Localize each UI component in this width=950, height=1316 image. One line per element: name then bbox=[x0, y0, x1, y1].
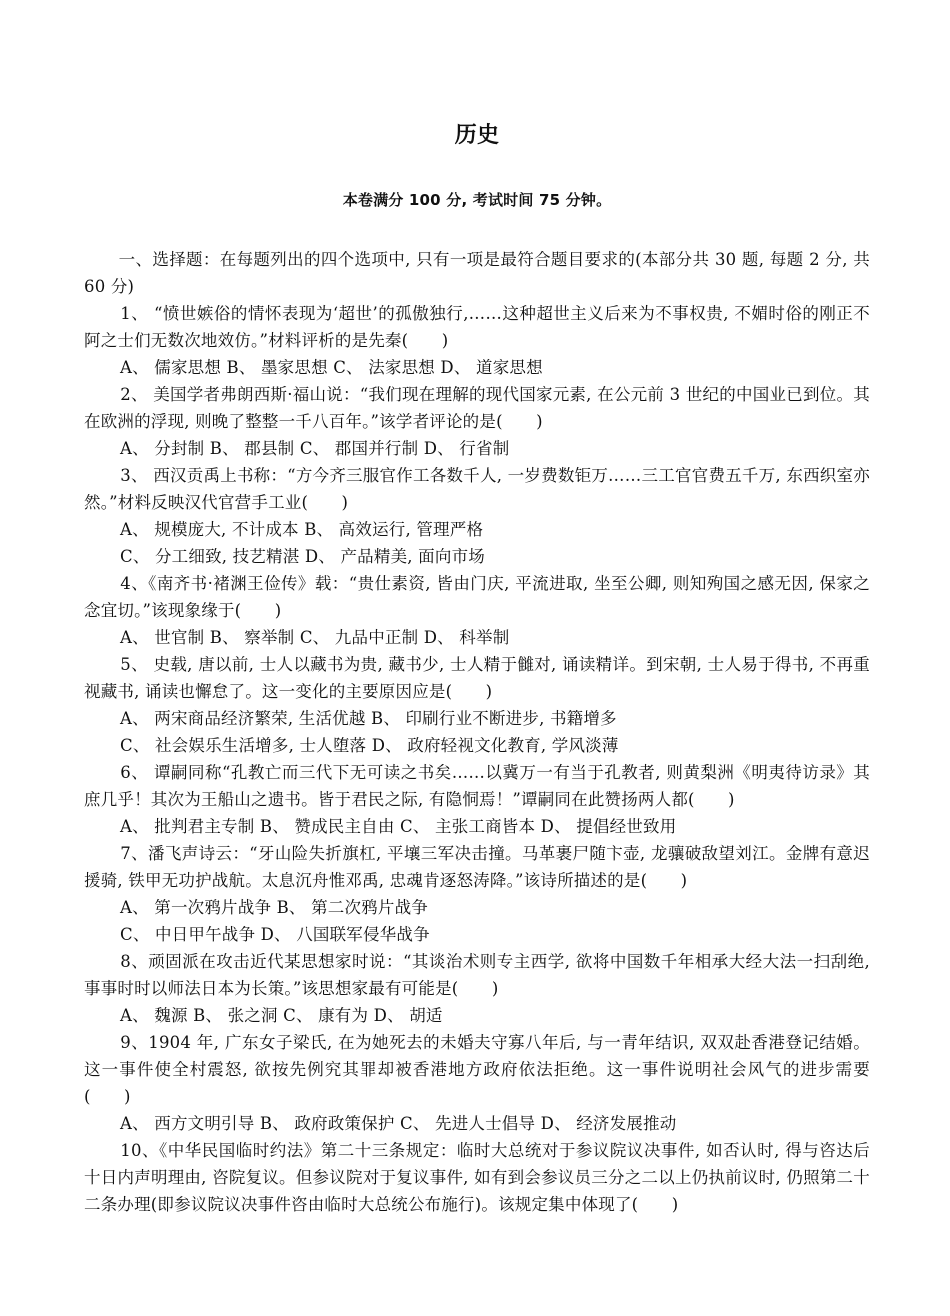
question-options: C、 社会娱乐生活增多, 士人堕落 D、 政府轻视文化教育, 学风淡薄 bbox=[120, 736, 619, 755]
question-stem: 9、1904 年, 广东女子梁氏, 在为她死去的未婚夫守寡八年后, 与一青年结识, 双双赴香港登记结婚。这一事件使全村震怒, 欲按先例究其罪却被香港地方政府依法拒绝。这一事件说明社会风气的进步需要( ) bbox=[84, 1033, 870, 1106]
question-options: A、 两宋商品经济繁荣, 生活优越 B、 印刷行业不断进步, 书籍增多 bbox=[120, 709, 617, 728]
question-stem: 2、 美国学者弗朗西斯·福山说：“我们现在理解的现代国家元素, 在公元前 3 世纪的中国业已到位。其在欧洲的浮现, 则晚了整整一千八百年。”该学者评论的是( ) bbox=[84, 385, 870, 431]
question-stem: 6、 谭嗣同称“孔教亡而三代下无可读之书矣……以冀万一有当于孔教者, 则黄梨洲《明夷待访录》其庶几乎！其次为王船山之遗书。皆于君民之际, 有隐恫焉！”谭嗣同在此赞扬两人都( ) bbox=[84, 763, 870, 809]
question-options: A、 分封制 B、 郡县制 C、 郡国并行制 D、 行省制 bbox=[120, 439, 510, 458]
question-options: C、 分工细致, 技艺精湛 D、 产品精美, 面向市场 bbox=[120, 547, 485, 566]
question-stem: 7、潘飞声诗云：“牙山险失折旗杠, 平壤三军决击撞。马革裹尸随卞壶, 龙骧破敌望刘江。金牌有意迟援骑, 铁甲无功护战航。太息沉舟惟邓禹, 忠魂肯逐怒涛降。”该诗所描述的是( ) bbox=[84, 844, 870, 890]
question-options: C、 中日甲午战争 D、 八国联军侵华战争 bbox=[120, 925, 430, 944]
question-section bbox=[84, 246, 870, 1218]
question-options: A、 儒家思想 B、 墨家思想 C、 法家思想 D、 道家思想 bbox=[120, 358, 543, 377]
question-stem: 10、《中华民国临时约法》第二十三条规定：临时大总统对于参议院议决事件, 如否认时, 得与咨达后十日内声明理由, 咨院复议。但参议院对于复议事件, 如有到会参议员三分之二以上仍执前议时, 仍照第二十二条办理(即参议院议决事件咨由临时大总统公布施行)。该规定集中体现了( ) bbox=[84, 1141, 870, 1214]
question-options: A、 西方文明引导 B、 政府政策保护 C、 先进人士倡导 D、 经济发展推动 bbox=[120, 1114, 677, 1133]
question-stem: 3、 西汉贡禹上书称：“方今齐三服官作工各数千人, 一岁费数钜万……三工官官费五千万, 东西织室亦然。”材料反映汉代官营手工业( ) bbox=[84, 466, 870, 512]
exam-info: 本卷满分 100 分, 考试时间 75 分钟。 bbox=[342, 191, 612, 209]
section-heading: 一、选择题：在每题列出的四个选项中, 只有一项是最符合题目要求的(本部分共 30 题, 每题 2 分, 共 60 分) bbox=[84, 250, 870, 296]
question-stem: 8、顽固派在攻击近代某思想家时说：“其谈治术则专主西学, 欲将中国数千年相承大经大法一扫刮绝, 事事时时以师法日本为长策。”该思想家最有可能是( ) bbox=[84, 952, 870, 998]
question-options: A、 批判君主专制 B、 赞成民主自由 C、 主张工商皆本 D、 提倡经世致用 bbox=[120, 817, 677, 836]
question-list bbox=[84, 300, 870, 1218]
question-stem: 4、《南齐书·褚渊王俭传》载：“贵仕素资, 皆由门庆, 平流进取, 坐至公卿, 则知殉国之感无因, 保家之念宜切。”该现象缘于( ) bbox=[84, 574, 870, 620]
question-stem: 5、 史载, 唐以前, 士人以藏书为贵, 藏书少, 士人精于雠对, 诵读精详。到宋朝, 士人易于得书, 不再重视藏书, 诵读也懈怠了。这一变化的主要原因应是( ) bbox=[84, 655, 870, 701]
question-options: A、 规模庞大, 不计成本 B、 高效运行, 管理严格 bbox=[120, 520, 484, 539]
question-options: A、 世官制 B、 察举制 C、 九品中正制 D、 科举制 bbox=[120, 628, 510, 647]
question-options: A、 第一次鸦片战争 B、 第二次鸦片战争 bbox=[120, 898, 428, 917]
question-stem: 1、 “愤世嫉俗的情怀表现为‘超世’的孤傲独行,……这种超世主义后来为不事权贵, 不媚时俗的刚正不阿之士们无数次地效仿。”材料评析的是先秦( ) bbox=[84, 304, 870, 350]
page-title: 历史 bbox=[454, 123, 500, 148]
question-options: A、 魏源 B、 张之洞 C、 康有为 D、 胡适 bbox=[120, 1006, 443, 1025]
